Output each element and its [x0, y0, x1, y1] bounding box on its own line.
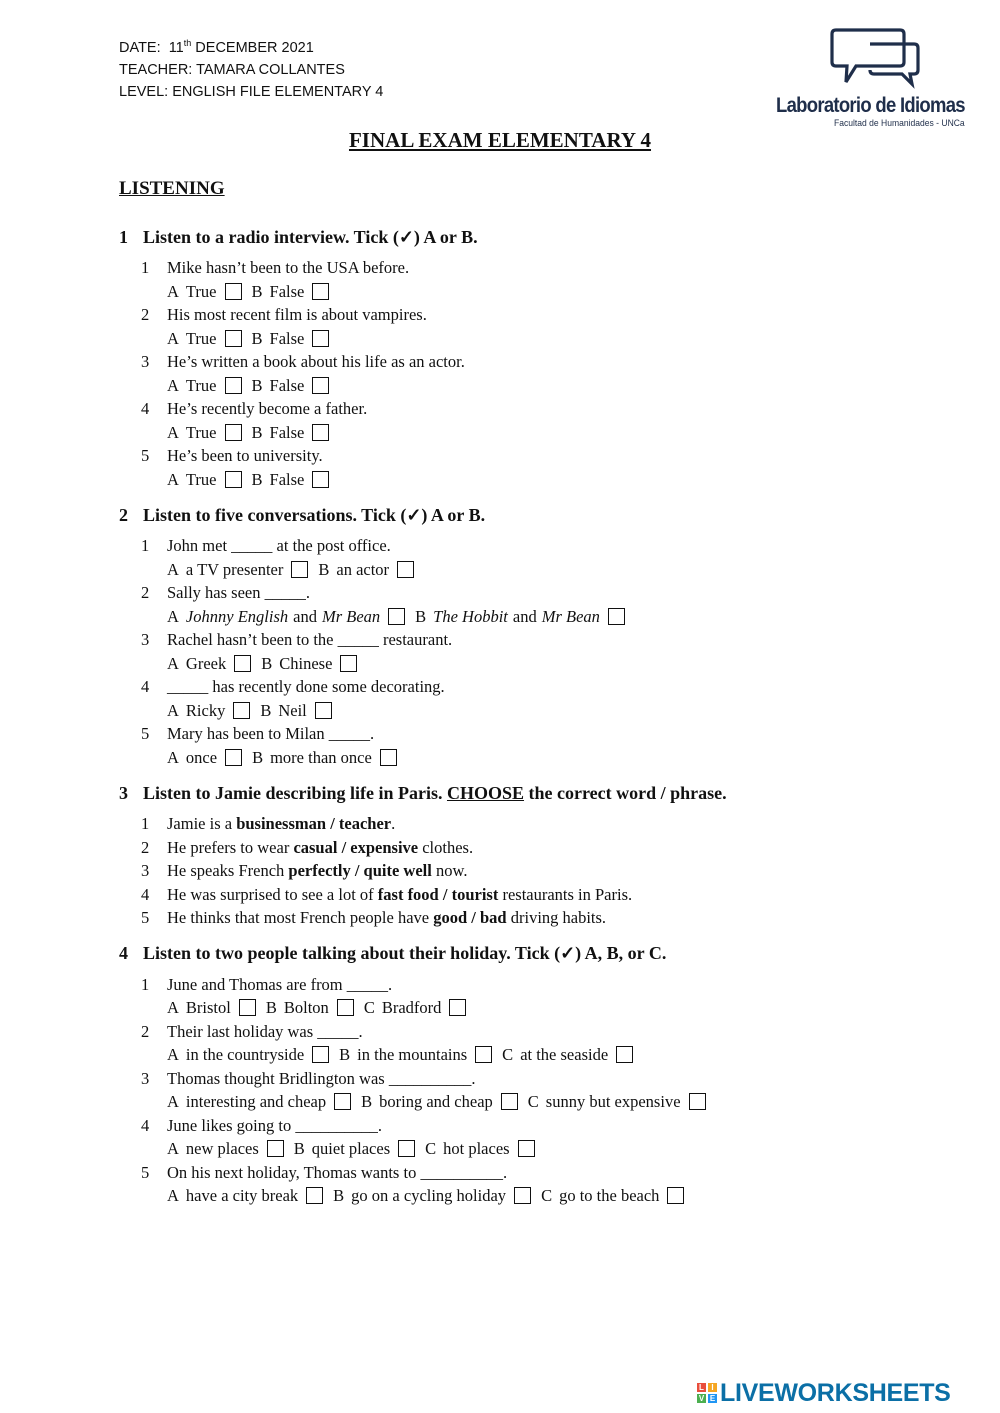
option-text: True — [185, 281, 217, 301]
question-text: He’s recently become a father. — [167, 399, 368, 418]
option-letter: B — [251, 375, 263, 395]
option-c — [528, 1090, 706, 1114]
option-letter: B — [333, 1186, 345, 1205]
question-text: Rachel hasn’t been to the _____ restaurant. — [167, 630, 453, 649]
tick-box[interactable] — [608, 608, 625, 625]
option-and: and — [512, 606, 537, 626]
liveworksheets-brand — [697, 1378, 951, 1408]
question-4 — [119, 675, 979, 699]
option-a — [167, 374, 242, 398]
option-letter: C — [527, 1092, 539, 1111]
option-text: go to the beach — [559, 1186, 660, 1205]
question-number: 1 — [141, 258, 150, 277]
option-b — [339, 1043, 492, 1067]
option-letter: C — [425, 1139, 437, 1158]
level-line: LEVEL: ENGLISH FILE ELEMENTARY 4 — [119, 84, 384, 100]
option-a — [167, 1137, 284, 1161]
question-5 — [119, 722, 979, 746]
option-b — [252, 280, 330, 304]
question-text: Mike hasn’t been to the USA before. — [167, 258, 410, 277]
word-choice[interactable]: perfectly / quite well — [288, 861, 432, 880]
question-number: 2 — [141, 305, 150, 324]
option-text: False — [269, 328, 305, 348]
tick-box[interactable] — [501, 1093, 518, 1110]
option-a — [167, 280, 242, 304]
question-5 — [119, 444, 979, 468]
tick-box[interactable] — [267, 1140, 284, 1157]
option-a — [167, 996, 256, 1020]
exercise-4-instruction: 4 Listen to two people talking about their holiday. Tick (✓) A, B, or C. — [119, 943, 667, 963]
tick-box[interactable] — [225, 471, 242, 488]
tick-box[interactable] — [397, 561, 414, 578]
sentence-start: He speaks French — [167, 861, 285, 880]
question-3 — [119, 1067, 979, 1091]
question-number: 2 — [141, 837, 150, 857]
question-number: 4 — [141, 677, 150, 696]
tick-box[interactable] — [291, 561, 308, 578]
option-letter: B — [261, 653, 273, 673]
options-row — [119, 468, 979, 492]
tick-box[interactable] — [340, 655, 357, 672]
exam-content — [119, 225, 979, 1220]
logo-name: Laboratorio de Idiomas — [776, 94, 965, 117]
option-text: True — [185, 375, 217, 395]
option-text: once — [185, 747, 218, 767]
option-text: Ricky — [185, 700, 226, 720]
tick-box[interactable] — [225, 424, 242, 441]
date-line: DATE: 11th DECEMBER 2021 — [119, 38, 314, 56]
tick-box[interactable] — [312, 330, 329, 347]
options-row — [119, 558, 979, 582]
option-b — [252, 468, 330, 492]
tick-box[interactable] — [312, 377, 329, 394]
institution-logo — [774, 26, 974, 136]
sentence-end: restaurants in Paris. — [502, 884, 633, 904]
option-letter: C — [502, 1045, 514, 1064]
options-row — [119, 699, 979, 723]
sentence-end: now. — [435, 861, 468, 880]
question-text: _____ has recently done some decorating. — [167, 677, 445, 696]
tick-box[interactable] — [312, 283, 329, 300]
option-text: go on a cycling holiday — [351, 1186, 507, 1205]
question-1 — [119, 812, 979, 836]
exercise-4 — [119, 942, 979, 1208]
option-letter: B — [251, 422, 263, 442]
word-choice[interactable]: businessman / teacher — [236, 814, 392, 833]
question-text: June and Thomas are from _____. — [167, 974, 393, 994]
exercise-3-instruction: 3 Listen to Jamie describing life in Paris. CHOOSE the correct word / phrase. — [119, 782, 727, 803]
option-b — [261, 652, 357, 676]
tick-box[interactable] — [616, 1046, 633, 1063]
option-b — [333, 1184, 531, 1208]
question-5 — [119, 1161, 979, 1185]
options-row — [119, 1090, 979, 1114]
exercise-2-instruction: 2 Listen to five conversations. Tick (✓) A or B. — [119, 504, 486, 525]
option-c — [502, 1043, 633, 1067]
option-letter: A — [167, 559, 179, 579]
option-text: quiet places — [311, 1139, 391, 1158]
question-number: 5 — [141, 724, 150, 743]
question-number: 1 — [141, 974, 150, 994]
option-text: interesting and cheap — [185, 1092, 327, 1111]
option-text: Chinese — [279, 653, 333, 673]
question-number: 1 — [141, 814, 150, 833]
question-5 — [119, 906, 979, 930]
tick-box[interactable] — [449, 999, 466, 1016]
option-letter: B — [251, 328, 263, 348]
question-number: 3 — [141, 630, 150, 649]
option-text: Neil — [278, 700, 307, 720]
tick-box[interactable] — [234, 655, 251, 672]
options-row — [119, 421, 979, 445]
option-letter: A — [167, 469, 179, 489]
option-title-2: Mr Bean — [321, 606, 381, 626]
question-4 — [119, 1114, 979, 1138]
question-2 — [119, 303, 979, 327]
sentence-start: Jamie is a — [167, 814, 233, 833]
tick-box[interactable] — [334, 1093, 351, 1110]
tick-box[interactable] — [239, 999, 256, 1016]
question-3 — [119, 628, 979, 652]
options-row — [119, 996, 979, 1020]
option-letter: A — [167, 328, 179, 348]
option-b — [318, 558, 414, 582]
option-letter: B — [265, 998, 277, 1017]
tick-box[interactable] — [689, 1093, 706, 1110]
option-letter: A — [167, 375, 179, 395]
option-text: False — [269, 375, 305, 395]
question-1 — [119, 256, 979, 280]
question-1 — [119, 973, 979, 997]
option-letter: A — [167, 747, 179, 767]
option-a — [167, 1090, 351, 1114]
question-3 — [119, 350, 979, 374]
liveworksheets-icon: L I V E — [698, 1383, 716, 1403]
question-text: He’s written a book about his life as an actor. — [167, 352, 465, 371]
option-a — [167, 1043, 329, 1067]
option-title-1: Johnny English — [185, 606, 289, 626]
sentence-end: driving habits. — [510, 908, 607, 927]
question-number: 2 — [141, 583, 150, 602]
options-row — [119, 1043, 979, 1067]
question-number: 1 — [141, 536, 150, 555]
question-number: 3 — [141, 861, 150, 880]
exam-header — [119, 37, 383, 103]
question-text: June likes going to __________. — [167, 1115, 382, 1135]
question-text: His most recent film is about vampires. — [167, 305, 427, 324]
option-a — [167, 699, 250, 723]
option-title-2: Mr Bean — [541, 606, 600, 626]
options-row — [119, 605, 979, 629]
options-row — [119, 280, 979, 304]
option-text: more than once — [270, 747, 372, 767]
question-number: 4 — [141, 884, 150, 904]
option-letter: A — [167, 422, 179, 442]
option-a — [167, 468, 242, 492]
tick-box[interactable] — [225, 749, 242, 766]
speech-bubbles-icon — [830, 26, 920, 92]
question-text: Mary has been to Milan _____. — [167, 724, 375, 743]
option-letter: B — [251, 469, 263, 489]
tick-box[interactable] — [225, 283, 242, 300]
options-row — [119, 374, 979, 398]
option-b — [252, 421, 330, 445]
tick-box[interactable] — [315, 702, 332, 719]
tick-box[interactable] — [306, 1187, 323, 1204]
option-text: in the mountains — [357, 1045, 468, 1064]
tick-box[interactable] — [312, 471, 329, 488]
option-b — [415, 605, 625, 629]
option-b — [361, 1090, 518, 1114]
option-letter: B — [251, 281, 263, 301]
options-row — [119, 327, 979, 351]
question-text: He’s been to university. — [167, 446, 323, 465]
options-row — [119, 746, 979, 770]
option-text: an actor — [336, 559, 390, 579]
question-number: 4 — [141, 1115, 150, 1135]
option-text: in the countryside — [185, 1045, 305, 1064]
logo-subtitle: Facultad de Humanidades - UNCa — [834, 118, 965, 129]
option-text: False — [269, 422, 305, 442]
question-text: On his next holiday, Thomas wants to __________. — [167, 1162, 508, 1182]
option-text: have a city break — [185, 1186, 299, 1205]
tick-box[interactable] — [475, 1046, 492, 1063]
option-letter: A — [167, 1186, 179, 1205]
question-number: 4 — [141, 399, 150, 418]
tick-box[interactable] — [225, 330, 242, 347]
sentence-end: clothes. — [422, 837, 474, 857]
word-choice[interactable]: casual / expensive — [293, 837, 419, 857]
option-letter: A — [167, 998, 179, 1017]
option-b — [252, 746, 397, 770]
question-text: Thomas thought Bridlington was __________. — [167, 1068, 476, 1088]
liveworksheets-wordmark: LIVEWORKSHEETS — [720, 1378, 951, 1407]
option-b — [252, 374, 330, 398]
tick-box[interactable] — [514, 1187, 531, 1204]
option-letter: B — [318, 559, 330, 579]
section-heading-listening: LISTENING — [119, 178, 225, 199]
tick-box[interactable] — [518, 1140, 535, 1157]
tick-box[interactable] — [233, 702, 250, 719]
option-letter: C — [363, 998, 375, 1017]
question-text: John met _____ at the post office. — [167, 536, 391, 555]
option-letter: A — [167, 1139, 179, 1158]
tick-box[interactable] — [337, 999, 354, 1016]
question-2 — [119, 581, 979, 605]
tick-box[interactable] — [398, 1140, 415, 1157]
option-c — [541, 1184, 684, 1208]
option-letter: A — [167, 700, 179, 720]
option-letter: A — [167, 606, 179, 626]
question-number: 5 — [141, 1162, 150, 1182]
option-letter: B — [361, 1092, 373, 1111]
option-letter: B — [252, 747, 264, 767]
tick-box[interactable] — [380, 749, 397, 766]
option-text: a TV presenter — [185, 559, 284, 579]
word-choice[interactable]: good / bad — [433, 908, 507, 927]
question-number: 3 — [141, 352, 150, 371]
option-text: hot places — [443, 1139, 510, 1158]
option-text: Bolton — [283, 998, 329, 1017]
option-text: True — [185, 469, 217, 489]
exercise-3 — [119, 781, 979, 930]
question-number: 3 — [141, 1068, 150, 1088]
option-b — [260, 699, 331, 723]
option-text: boring and cheap — [379, 1092, 493, 1111]
word-choice[interactable]: fast food / tourist — [377, 884, 499, 904]
question-text: Their last holiday was _____. — [167, 1021, 363, 1041]
option-text: False — [269, 469, 305, 489]
option-title-1: The Hobbit — [433, 606, 508, 626]
exercise-2 — [119, 503, 979, 769]
option-a — [167, 605, 405, 629]
options-row — [119, 1137, 979, 1161]
option-text: Bristol — [185, 998, 231, 1017]
option-c — [425, 1137, 534, 1161]
question-4 — [119, 397, 979, 421]
options-row — [119, 652, 979, 676]
option-letter: A — [167, 1045, 179, 1064]
sentence-start: He prefers to wear — [167, 837, 290, 857]
option-letter: B — [415, 606, 427, 626]
option-c — [364, 996, 467, 1020]
option-letter: A — [167, 281, 179, 301]
option-letter: A — [167, 653, 179, 673]
option-text: at the seaside — [520, 1045, 609, 1064]
option-and: and — [293, 606, 317, 626]
tick-box[interactable] — [667, 1187, 684, 1204]
option-letter: C — [541, 1186, 553, 1205]
option-letter: B — [260, 700, 272, 720]
question-2 — [119, 836, 979, 860]
option-a — [167, 327, 242, 351]
option-b — [294, 1137, 415, 1161]
question-1 — [119, 534, 979, 558]
option-text: Greek — [185, 653, 227, 673]
option-text: Bradford — [381, 998, 442, 1017]
option-text: False — [269, 281, 305, 301]
option-letter: A — [167, 1092, 179, 1111]
sentence-end: . — [391, 814, 396, 833]
tick-box[interactable] — [312, 1046, 329, 1063]
options-row — [119, 1184, 979, 1208]
page-title: FINAL EXAM ELEMENTARY 4 — [348, 128, 652, 152]
exercise-1 — [119, 225, 979, 491]
question-3 — [119, 859, 979, 883]
option-text: True — [185, 328, 217, 348]
tick-box[interactable] — [225, 377, 242, 394]
option-b — [252, 327, 330, 351]
option-text: new places — [185, 1139, 259, 1158]
exercise-1-instruction: 1 Listen to a radio interview. Tick (✓) A or B. — [119, 226, 478, 247]
teacher-line: TEACHER: TAMARA COLLANTES — [119, 62, 345, 78]
option-b — [266, 996, 354, 1020]
option-a — [167, 746, 242, 770]
question-number: 5 — [141, 908, 150, 927]
option-a — [167, 558, 308, 582]
tick-box[interactable] — [312, 424, 329, 441]
question-number: 2 — [141, 1021, 150, 1041]
tick-box[interactable] — [388, 608, 405, 625]
sentence-start: He was surprised to see a lot of — [167, 884, 374, 904]
question-4 — [119, 883, 979, 907]
option-letter: B — [293, 1139, 305, 1158]
question-2 — [119, 1020, 979, 1044]
option-text: True — [185, 422, 217, 442]
question-text: Sally has seen _____. — [167, 583, 310, 602]
option-letter: B — [339, 1045, 351, 1064]
option-a — [167, 1184, 323, 1208]
option-text: sunny but expensive — [545, 1092, 681, 1111]
option-a — [167, 421, 242, 445]
question-number: 5 — [141, 446, 150, 465]
option-a — [167, 652, 251, 676]
sentence-start: He thinks that most French people have — [167, 908, 430, 927]
